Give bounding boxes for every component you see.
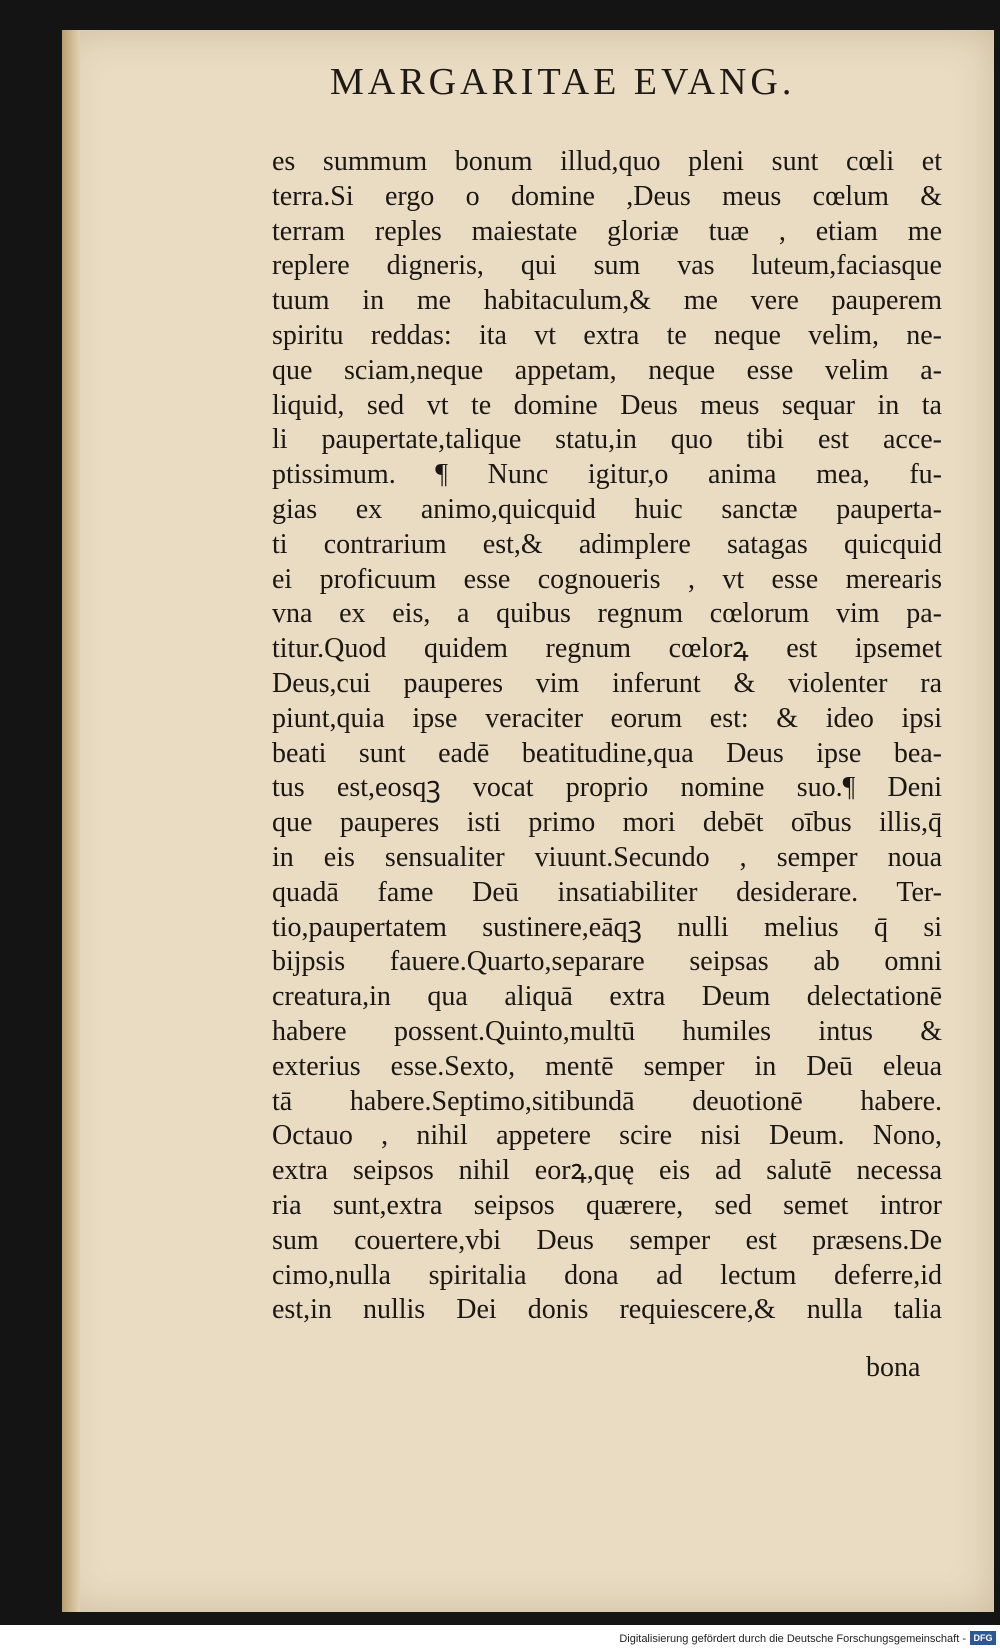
- running-head: MARGARITAE EVANG.: [330, 61, 796, 103]
- text-line: que pauperes isti primo mori debēt oībus illis,q̄: [272, 807, 942, 839]
- text-line: bijpsis fauere.Quarto,separare seipsas ab omni: [272, 946, 942, 978]
- catchword: bona: [866, 1352, 921, 1383]
- text-line: que sciam,neque appetam, neque esse velim a-: [272, 354, 942, 386]
- text-line: piunt,quia ipse veraciter eorum est: & ideo ipsi: [272, 702, 942, 734]
- credit-bar: [0, 1625, 1000, 1649]
- text-line: tus est,eosqꝫ vocat proprio nomine suo.¶ Deni: [272, 772, 942, 804]
- text-line: ptissimum. ¶ Nunc igitur,o anima mea, fu-: [272, 459, 942, 491]
- text-line: creatura,in qua aliquā extra Deum delectationē: [272, 981, 942, 1013]
- text-line: tuum in me habitaculum,& me vere pauperem: [272, 285, 942, 317]
- text-line: ti contrarium est,& adimplere satagas quicquid: [272, 528, 942, 560]
- text-line: spiritu reddas: ita vt extra te neque velim, ne-: [272, 319, 942, 351]
- text-line: tā habere.Septimo,sitibundā deuotionē habere.: [272, 1085, 942, 1117]
- text-line: beati sunt eadē beatitudine,qua Deus ipse bea-: [272, 737, 942, 769]
- text-line: es summum bonum illud,quo pleni sunt cœli et: [272, 146, 942, 177]
- text-line: extra seipsos nihil eorꝝ,quę eis ad salutē necessa: [272, 1155, 942, 1187]
- funding-credit: Digitalisierung gefördert durch die Deutsche Forschungsgemeinschaft -: [619, 1633, 966, 1645]
- text-line: cimo,nulla spiritalia dona ad lectum deferre,id: [272, 1259, 942, 1291]
- page-gutter-shadow: [62, 30, 80, 1612]
- text-line: terram reples maiestate gloriæ tuæ , etiam me: [272, 215, 942, 247]
- text-line: terra.Si ergo o domine ,Deus meus cœlum &: [272, 180, 942, 212]
- text-line: Octauo , nihil appetere scire nisi Deum. Nono,: [272, 1120, 942, 1152]
- text-line: habere possent.Quinto,multū humiles intus &: [272, 1015, 942, 1047]
- text-line: quadā fame Deū insatiabiliter desiderare. Ter-: [272, 876, 942, 908]
- dfg-logo: DFG: [970, 1631, 996, 1645]
- text-line: tio,paupertatem sustinere,eāqꝫ nulli melius q̄ si: [272, 911, 942, 943]
- text-line: vna ex eis, a quibus regnum cœlorum vim pa-: [272, 598, 942, 630]
- text-line: sum couertere,vbi Deus semper est præsens.De: [272, 1224, 942, 1256]
- text-line: li paupertate,talique statu,in quo tibi est acce-: [272, 424, 942, 456]
- text-line: liquid, sed vt te domine Deus meus sequar in ta: [272, 389, 942, 421]
- text-line: exterius esse.Sexto, mentē semper in Deū eleua: [272, 1050, 942, 1082]
- body-text: [272, 145, 942, 1328]
- text-line: ei proficuum esse cognoueris , vt esse merearis: [272, 563, 942, 595]
- text-line: Deus,cui pauperes vim inferunt & violenter ra: [272, 667, 942, 699]
- text-line: est,in nullis Dei donis requiescere,& nulla talia: [272, 1294, 942, 1326]
- text-line: replere digneris, qui sum vas luteum,faciasque: [272, 250, 942, 282]
- text-line: titur.Quod quidem regnum cœlorꝝ est ipsemet: [272, 633, 942, 665]
- text-line: in eis sensualiter viuunt.Secundo , semper noua: [272, 841, 942, 873]
- text-line: ria sunt,extra seipsos quærere, sed semet intror: [272, 1189, 942, 1221]
- text-line: gias ex animo,quicquid huic sanctæ pauperta-: [272, 493, 942, 525]
